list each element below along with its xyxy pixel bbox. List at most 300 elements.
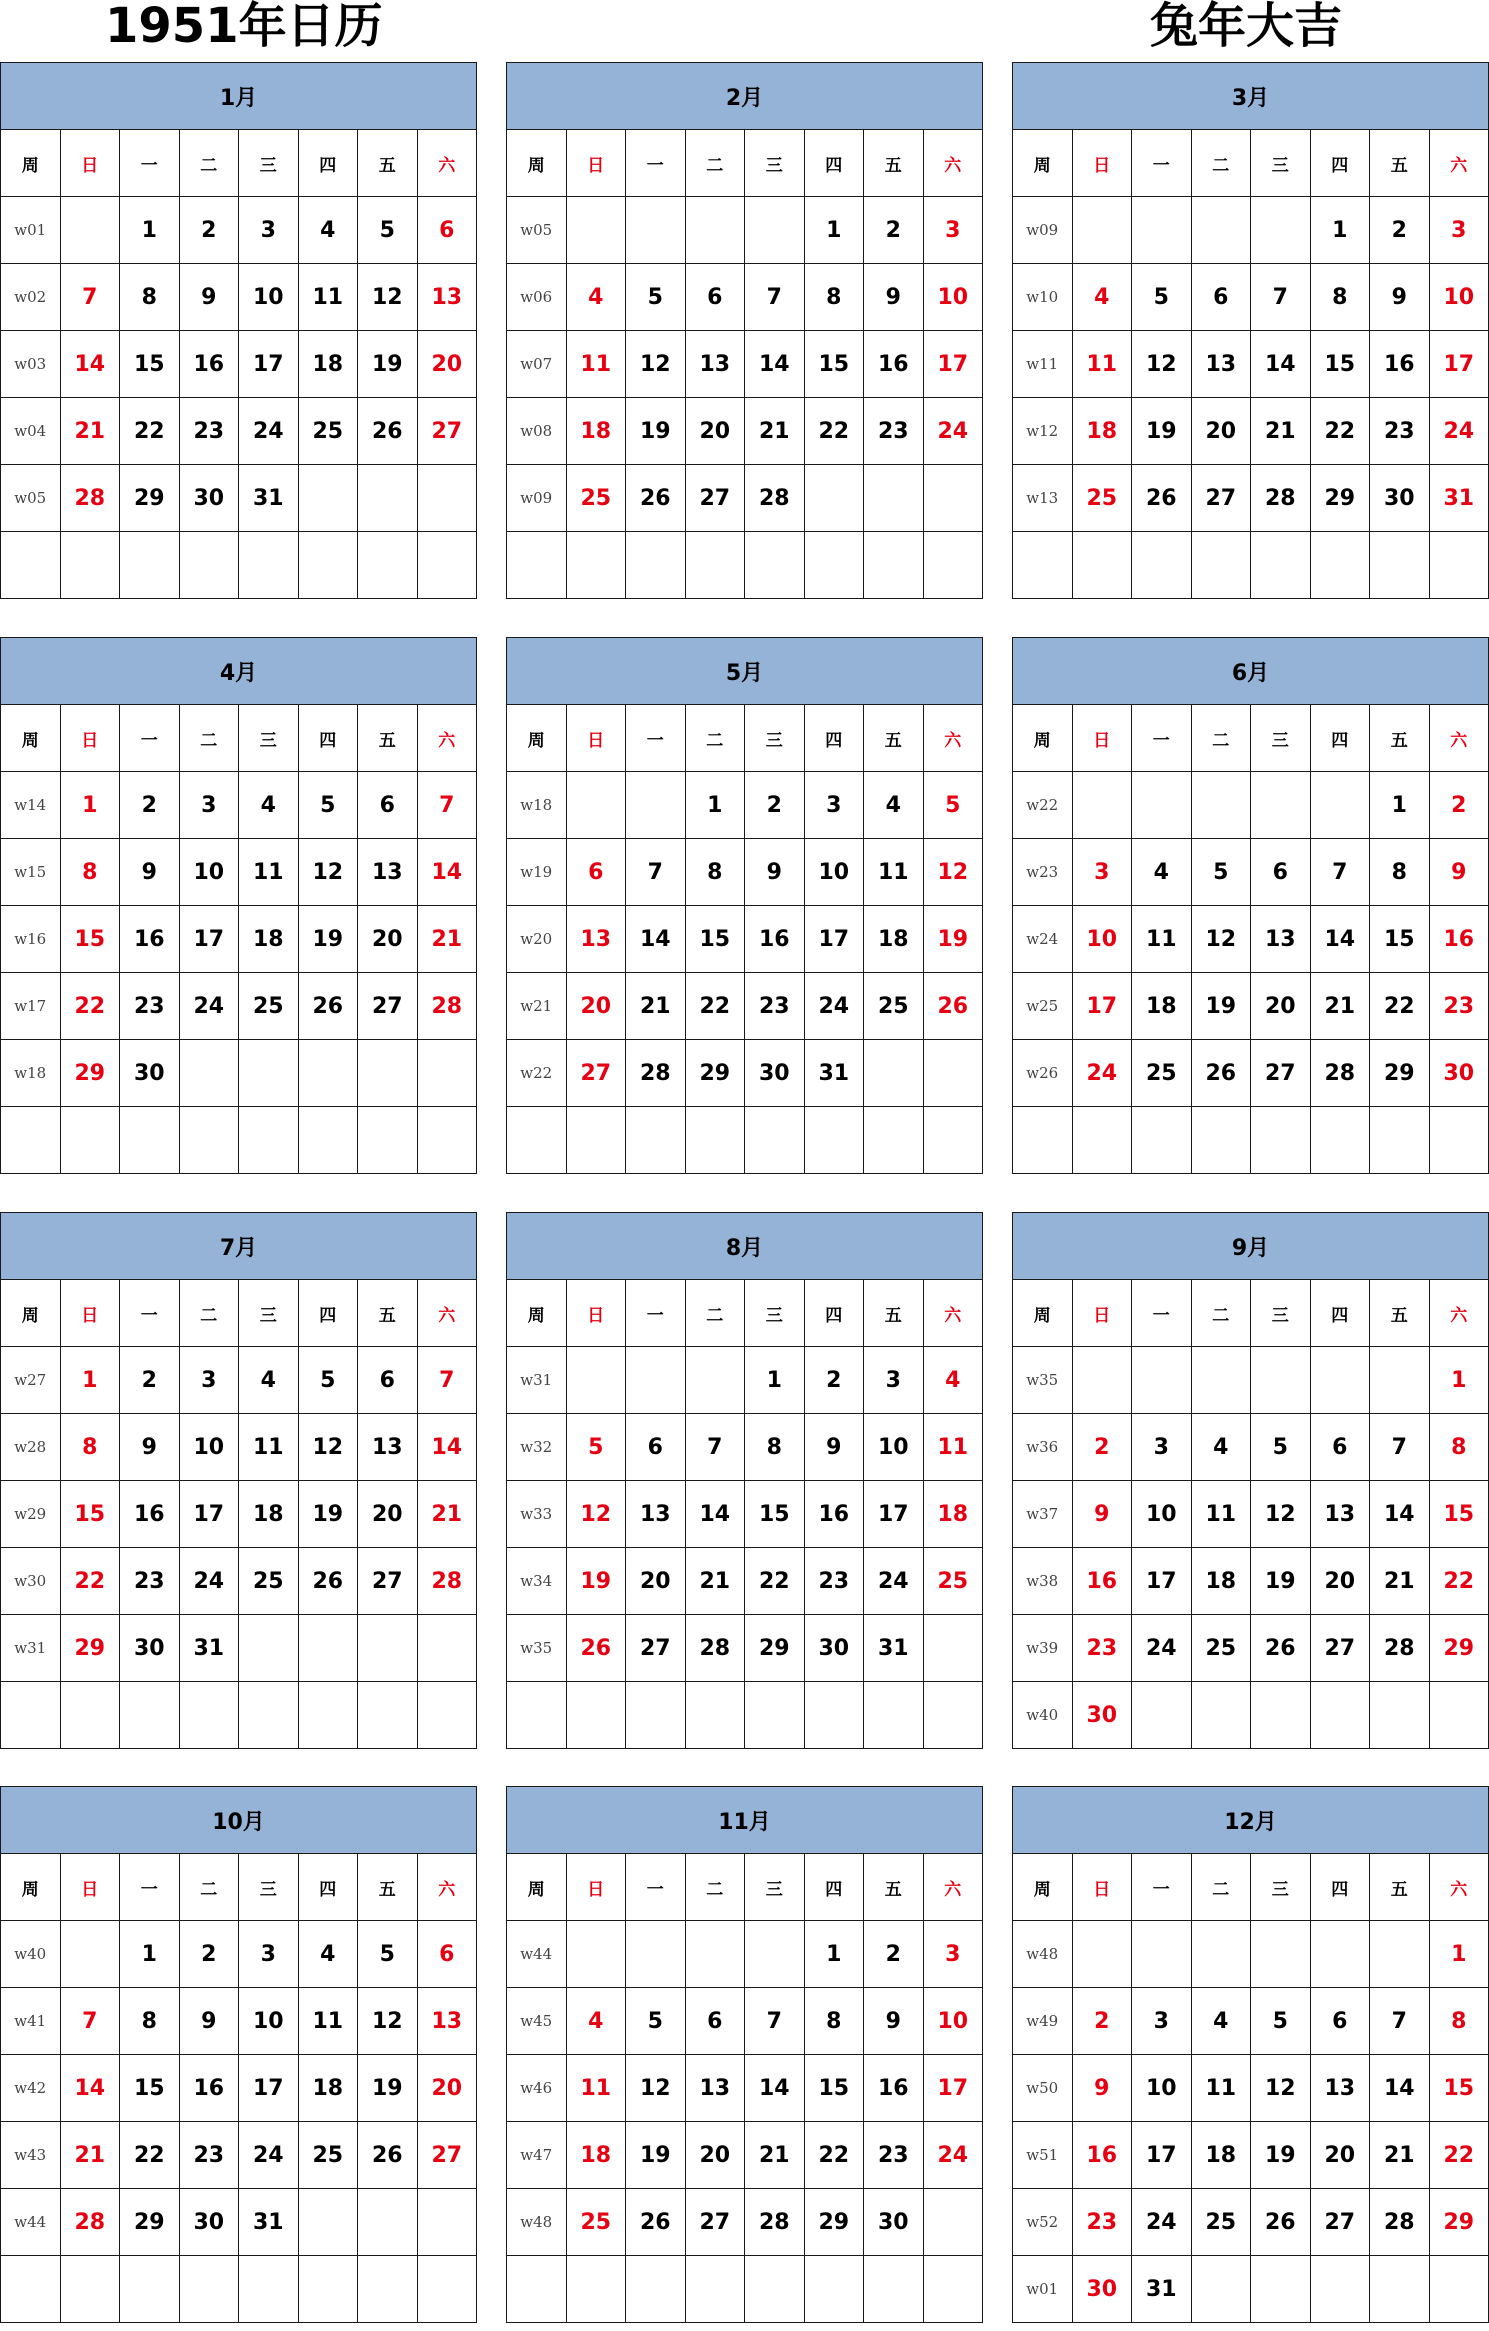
day-cell: 29 — [1370, 1040, 1430, 1107]
weekday-header: 五 — [1370, 130, 1430, 197]
day-cell — [685, 1682, 745, 1749]
day-cell: 9 — [120, 839, 180, 906]
day-cell — [179, 1682, 239, 1749]
day-cell: 30 — [179, 465, 239, 532]
day-cell: 31 — [179, 1615, 239, 1682]
day-cell — [685, 1921, 745, 1988]
weekday-header: 四 — [804, 705, 864, 772]
day-cell — [1251, 1921, 1311, 1988]
day-cell: 11 — [1072, 331, 1132, 398]
day-cell — [923, 532, 983, 599]
day-cell — [417, 1615, 477, 1682]
day-cell: 5 — [1251, 1414, 1311, 1481]
week-number: w12 — [1013, 398, 1073, 465]
weekday-header: 一 — [626, 1280, 686, 1347]
day-cell: 4 — [923, 1347, 983, 1414]
day-cell: 24 — [1072, 1040, 1132, 1107]
week-number — [1013, 1107, 1073, 1174]
day-cell — [626, 532, 686, 599]
day-cell — [1191, 772, 1251, 839]
week-number: w09 — [507, 465, 567, 532]
week-number: w29 — [1, 1481, 61, 1548]
month-calendar-11 — [506, 1786, 983, 2323]
day-cell — [358, 1107, 418, 1174]
day-cell — [239, 2256, 299, 2323]
day-cell: 10 — [1132, 2055, 1192, 2122]
day-cell: 29 — [745, 1615, 805, 1682]
day-cell: 15 — [1370, 906, 1430, 973]
day-cell: 1 — [120, 1921, 180, 1988]
day-cell: 10 — [179, 1414, 239, 1481]
day-cell: 12 — [298, 839, 358, 906]
week-number — [507, 1107, 567, 1174]
weekday-header: 二 — [179, 130, 239, 197]
day-cell — [685, 2256, 745, 2323]
day-cell — [626, 2256, 686, 2323]
weekday-header: 日 — [566, 1854, 626, 1921]
day-cell: 31 — [864, 1615, 924, 1682]
day-cell — [745, 532, 805, 599]
day-cell: 19 — [298, 906, 358, 973]
day-cell: 24 — [804, 973, 864, 1040]
day-cell: 21 — [1310, 973, 1370, 1040]
day-cell — [120, 2256, 180, 2323]
day-cell: 16 — [120, 1481, 180, 1548]
weekday-header: 四 — [298, 130, 358, 197]
day-cell: 9 — [864, 264, 924, 331]
day-cell: 27 — [566, 1040, 626, 1107]
week-number: w22 — [507, 1040, 567, 1107]
day-cell — [685, 197, 745, 264]
day-cell: 30 — [120, 1040, 180, 1107]
week-number: w31 — [1, 1615, 61, 1682]
day-cell: 13 — [1251, 906, 1311, 973]
week-number: w41 — [1, 1988, 61, 2055]
day-cell: 18 — [298, 331, 358, 398]
day-cell: 22 — [60, 1548, 120, 1615]
day-cell: 18 — [566, 2122, 626, 2189]
day-cell: 27 — [1310, 2189, 1370, 2256]
weekday-header: 四 — [1310, 1280, 1370, 1347]
weekday-header: 周 — [1013, 130, 1073, 197]
day-cell: 3 — [179, 772, 239, 839]
day-cell: 3 — [1429, 197, 1489, 264]
day-cell: 8 — [60, 839, 120, 906]
day-cell: 24 — [239, 2122, 299, 2189]
day-cell — [923, 1682, 983, 1749]
week-number: w17 — [1, 973, 61, 1040]
day-cell: 30 — [1370, 465, 1430, 532]
day-cell: 27 — [685, 465, 745, 532]
day-cell — [1132, 532, 1192, 599]
day-cell: 22 — [1310, 398, 1370, 465]
day-cell: 1 — [1429, 1347, 1489, 1414]
month-title: 11月 — [507, 1787, 983, 1854]
day-cell: 14 — [417, 839, 477, 906]
week-number: w32 — [507, 1414, 567, 1481]
day-cell: 23 — [179, 2122, 239, 2189]
week-number: w30 — [1, 1548, 61, 1615]
weekday-header: 三 — [745, 130, 805, 197]
day-cell — [1072, 1347, 1132, 1414]
day-cell: 22 — [120, 398, 180, 465]
day-cell: 31 — [804, 1040, 864, 1107]
day-cell: 25 — [1072, 465, 1132, 532]
day-cell: 25 — [566, 2189, 626, 2256]
day-cell: 13 — [1310, 2055, 1370, 2122]
weekday-header: 四 — [298, 1854, 358, 1921]
day-cell — [1310, 772, 1370, 839]
day-cell — [566, 1347, 626, 1414]
day-cell: 28 — [60, 2189, 120, 2256]
day-cell — [1370, 1107, 1430, 1174]
weekday-header: 三 — [745, 1854, 805, 1921]
day-cell: 17 — [1132, 2122, 1192, 2189]
weekday-header: 五 — [1370, 1280, 1430, 1347]
week-number: w20 — [507, 906, 567, 973]
day-cell: 25 — [566, 465, 626, 532]
day-cell: 1 — [745, 1347, 805, 1414]
month-calendar-7 — [0, 1212, 477, 1749]
weekday-header: 日 — [566, 1280, 626, 1347]
day-cell — [804, 1107, 864, 1174]
month-title: 10月 — [1, 1787, 477, 1854]
day-cell — [1132, 1107, 1192, 1174]
day-cell: 23 — [1429, 973, 1489, 1040]
day-cell: 20 — [626, 1548, 686, 1615]
week-number: w51 — [1013, 2122, 1073, 2189]
weekday-header: 五 — [864, 1280, 924, 1347]
day-cell: 12 — [566, 1481, 626, 1548]
weekday-header: 六 — [417, 1280, 477, 1347]
day-cell: 29 — [1429, 1615, 1489, 1682]
week-number — [1, 1107, 61, 1174]
day-cell — [358, 465, 418, 532]
day-cell: 28 — [1370, 2189, 1430, 2256]
day-cell: 7 — [417, 1347, 477, 1414]
week-number: w34 — [507, 1548, 567, 1615]
day-cell: 29 — [60, 1040, 120, 1107]
day-cell — [626, 1347, 686, 1414]
day-cell: 11 — [566, 331, 626, 398]
day-cell — [179, 2256, 239, 2323]
day-cell: 13 — [1191, 331, 1251, 398]
weekday-header: 五 — [358, 705, 418, 772]
week-number: w50 — [1013, 2055, 1073, 2122]
weekday-header: 一 — [120, 1280, 180, 1347]
day-cell — [626, 1682, 686, 1749]
day-cell: 6 — [626, 1414, 686, 1481]
day-cell: 26 — [358, 2122, 418, 2189]
day-cell: 9 — [1429, 839, 1489, 906]
day-cell: 11 — [239, 839, 299, 906]
day-cell: 4 — [239, 1347, 299, 1414]
day-cell: 4 — [1191, 1988, 1251, 2055]
day-cell: 23 — [120, 973, 180, 1040]
day-cell: 21 — [60, 2122, 120, 2189]
day-cell: 12 — [626, 2055, 686, 2122]
day-cell: 29 — [804, 2189, 864, 2256]
week-number: w33 — [507, 1481, 567, 1548]
day-cell: 2 — [804, 1347, 864, 1414]
day-cell: 9 — [1072, 2055, 1132, 2122]
day-cell: 3 — [923, 1921, 983, 1988]
day-cell: 22 — [745, 1548, 805, 1615]
day-cell: 6 — [417, 1921, 477, 1988]
day-cell: 24 — [179, 973, 239, 1040]
weekday-header: 三 — [745, 705, 805, 772]
weekday-header: 五 — [1370, 1854, 1430, 1921]
weekday-header: 五 — [864, 130, 924, 197]
day-cell: 13 — [358, 1414, 418, 1481]
day-cell: 6 — [685, 1988, 745, 2055]
day-cell: 13 — [566, 906, 626, 973]
day-cell — [60, 1107, 120, 1174]
day-cell: 14 — [685, 1481, 745, 1548]
day-cell: 30 — [745, 1040, 805, 1107]
day-cell: 1 — [1310, 197, 1370, 264]
weekday-header: 日 — [60, 130, 120, 197]
day-cell: 28 — [1310, 1040, 1370, 1107]
week-number: w01 — [1, 197, 61, 264]
day-cell: 27 — [685, 2189, 745, 2256]
day-cell: 16 — [804, 1481, 864, 1548]
day-cell: 7 — [745, 264, 805, 331]
weekday-header: 一 — [1132, 1280, 1192, 1347]
day-cell — [626, 197, 686, 264]
weekday-header: 二 — [179, 1854, 239, 1921]
day-cell: 25 — [1191, 2189, 1251, 2256]
day-cell — [417, 1107, 477, 1174]
day-cell: 11 — [298, 264, 358, 331]
weekday-header: 日 — [1072, 130, 1132, 197]
weekday-header: 周 — [507, 705, 567, 772]
day-cell: 14 — [60, 2055, 120, 2122]
day-cell: 22 — [1429, 1548, 1489, 1615]
weekday-header: 六 — [1429, 705, 1489, 772]
day-cell: 17 — [1132, 1548, 1192, 1615]
weekday-header: 一 — [120, 130, 180, 197]
day-cell: 27 — [417, 2122, 477, 2189]
day-cell: 27 — [1251, 1040, 1311, 1107]
day-cell — [417, 532, 477, 599]
day-cell: 8 — [60, 1414, 120, 1481]
day-cell: 5 — [626, 264, 686, 331]
day-cell — [1191, 197, 1251, 264]
day-cell: 25 — [239, 973, 299, 1040]
day-cell: 17 — [804, 906, 864, 973]
day-cell: 21 — [1370, 1548, 1430, 1615]
day-cell: 12 — [358, 264, 418, 331]
day-cell — [417, 1682, 477, 1749]
day-cell: 28 — [60, 465, 120, 532]
day-cell: 1 — [60, 1347, 120, 1414]
day-cell: 1 — [1370, 772, 1430, 839]
day-cell: 20 — [358, 1481, 418, 1548]
day-cell: 10 — [1072, 906, 1132, 973]
day-cell — [1072, 197, 1132, 264]
day-cell: 26 — [1191, 1040, 1251, 1107]
day-cell: 31 — [239, 465, 299, 532]
day-cell — [1132, 772, 1192, 839]
day-cell: 13 — [417, 264, 477, 331]
weekday-header: 六 — [1429, 1280, 1489, 1347]
day-cell — [1132, 197, 1192, 264]
weekday-header: 周 — [507, 1280, 567, 1347]
day-cell: 8 — [685, 839, 745, 906]
day-cell — [1370, 2256, 1430, 2323]
day-cell: 5 — [1251, 1988, 1311, 2055]
day-cell: 13 — [626, 1481, 686, 1548]
day-cell — [566, 197, 626, 264]
day-cell: 31 — [239, 2189, 299, 2256]
day-cell: 4 — [298, 1921, 358, 1988]
day-cell: 27 — [1310, 1615, 1370, 1682]
day-cell: 15 — [60, 1481, 120, 1548]
day-cell: 12 — [1191, 906, 1251, 973]
day-cell: 15 — [120, 2055, 180, 2122]
day-cell: 25 — [1191, 1615, 1251, 1682]
day-cell — [239, 1107, 299, 1174]
day-cell — [923, 1040, 983, 1107]
weekday-header: 日 — [60, 1280, 120, 1347]
day-cell: 13 — [417, 1988, 477, 2055]
day-cell: 21 — [417, 906, 477, 973]
day-cell: 15 — [685, 906, 745, 973]
day-cell: 26 — [1132, 465, 1192, 532]
day-cell: 5 — [626, 1988, 686, 2055]
weekday-header: 日 — [566, 705, 626, 772]
weekday-header: 五 — [864, 1854, 924, 1921]
day-cell: 20 — [685, 398, 745, 465]
weekday-header: 六 — [923, 705, 983, 772]
day-cell: 26 — [1251, 1615, 1311, 1682]
day-cell: 5 — [1191, 839, 1251, 906]
day-cell — [1191, 1682, 1251, 1749]
day-cell — [1251, 1107, 1311, 1174]
day-cell: 9 — [804, 1414, 864, 1481]
weekday-header: 三 — [239, 130, 299, 197]
day-cell: 9 — [120, 1414, 180, 1481]
day-cell — [864, 532, 924, 599]
day-cell — [745, 1682, 805, 1749]
day-cell: 19 — [626, 398, 686, 465]
weekday-header: 二 — [685, 1854, 745, 1921]
day-cell: 22 — [804, 2122, 864, 2189]
weekday-header: 五 — [1370, 705, 1430, 772]
day-cell — [864, 465, 924, 532]
week-number: w15 — [1, 839, 61, 906]
month-calendar-12 — [1012, 1786, 1489, 2323]
day-cell: 12 — [1251, 1481, 1311, 1548]
day-cell — [239, 1615, 299, 1682]
week-number: w48 — [507, 2189, 567, 2256]
day-cell — [745, 1107, 805, 1174]
day-cell: 18 — [864, 906, 924, 973]
day-cell: 10 — [804, 839, 864, 906]
day-cell — [120, 1682, 180, 1749]
day-cell: 22 — [60, 973, 120, 1040]
weekday-header: 周 — [1, 130, 61, 197]
week-number: w31 — [507, 1347, 567, 1414]
day-cell: 10 — [1132, 1481, 1192, 1548]
weekday-header: 二 — [1191, 1280, 1251, 1347]
day-cell: 8 — [1429, 1988, 1489, 2055]
day-cell: 26 — [923, 973, 983, 1040]
day-cell: 18 — [239, 1481, 299, 1548]
day-cell — [1370, 1921, 1430, 1988]
day-cell: 5 — [566, 1414, 626, 1481]
week-number: w22 — [1013, 772, 1073, 839]
day-cell: 17 — [1429, 331, 1489, 398]
month-calendar-4 — [0, 637, 477, 1174]
day-cell: 8 — [1429, 1414, 1489, 1481]
day-cell: 30 — [179, 2189, 239, 2256]
day-cell — [626, 1107, 686, 1174]
week-number: w10 — [1013, 264, 1073, 331]
week-number: w11 — [1013, 331, 1073, 398]
day-cell: 15 — [745, 1481, 805, 1548]
day-cell: 7 — [60, 1988, 120, 2055]
day-cell — [298, 1107, 358, 1174]
week-number: w38 — [1013, 1548, 1073, 1615]
day-cell: 2 — [1072, 1988, 1132, 2055]
day-cell — [1310, 1107, 1370, 1174]
day-cell: 2 — [1072, 1414, 1132, 1481]
day-cell: 2 — [120, 772, 180, 839]
day-cell: 25 — [298, 2122, 358, 2189]
weekday-header: 一 — [626, 705, 686, 772]
day-cell: 12 — [626, 331, 686, 398]
day-cell: 29 — [60, 1615, 120, 1682]
day-cell: 6 — [1251, 839, 1311, 906]
week-number: w01 — [1013, 2256, 1073, 2323]
day-cell: 27 — [626, 1615, 686, 1682]
day-cell: 14 — [745, 331, 805, 398]
weekday-header: 六 — [417, 1854, 477, 1921]
day-cell: 18 — [1132, 973, 1192, 1040]
month-title: 2月 — [507, 63, 983, 130]
weekday-header: 日 — [1072, 1280, 1132, 1347]
day-cell — [864, 1682, 924, 1749]
day-cell: 27 — [358, 1548, 418, 1615]
day-cell: 20 — [1251, 973, 1311, 1040]
week-number — [507, 532, 567, 599]
week-number: w36 — [1013, 1414, 1073, 1481]
day-cell: 19 — [1191, 973, 1251, 1040]
day-cell: 18 — [1191, 1548, 1251, 1615]
day-cell — [60, 532, 120, 599]
day-cell: 19 — [1251, 2122, 1311, 2189]
weekday-header: 四 — [804, 1280, 864, 1347]
day-cell — [1310, 1682, 1370, 1749]
day-cell: 16 — [179, 331, 239, 398]
day-cell: 4 — [239, 772, 299, 839]
day-cell — [298, 1040, 358, 1107]
day-cell: 28 — [745, 465, 805, 532]
month-calendar-3 — [1012, 62, 1489, 599]
day-cell: 25 — [1132, 1040, 1192, 1107]
day-cell — [358, 2189, 418, 2256]
day-cell — [60, 1682, 120, 1749]
weekday-header: 二 — [1191, 705, 1251, 772]
day-cell: 2 — [179, 197, 239, 264]
weekday-header: 三 — [239, 705, 299, 772]
day-cell: 4 — [566, 264, 626, 331]
month-title: 1月 — [1, 63, 477, 130]
day-cell: 6 — [685, 264, 745, 331]
day-cell: 16 — [864, 331, 924, 398]
